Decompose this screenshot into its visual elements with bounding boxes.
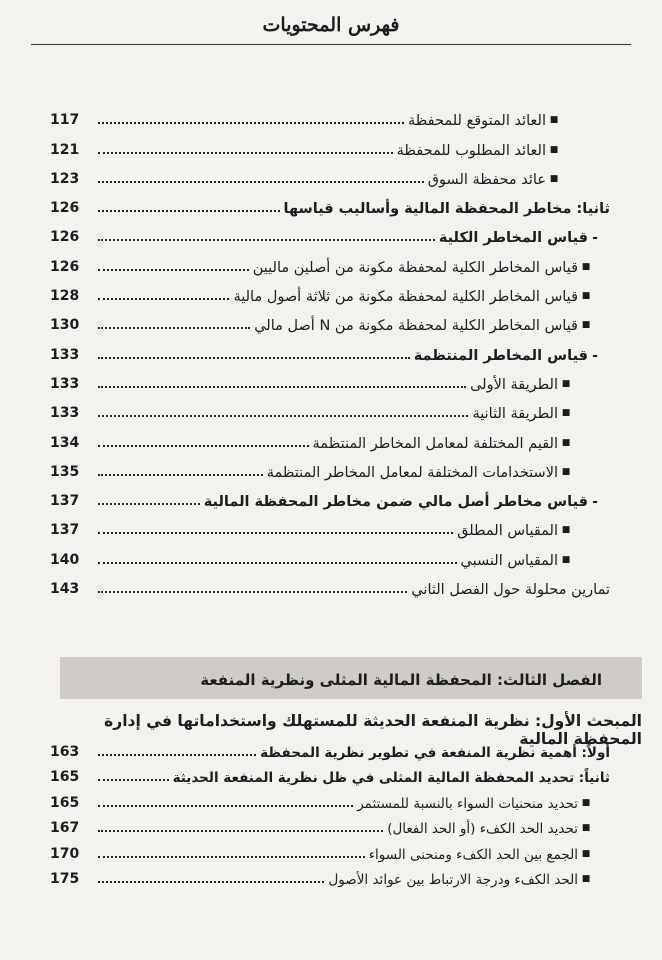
page-title: فهرس المحتويات — [262, 14, 400, 36]
toc-page-number: 133 — [50, 346, 80, 363]
toc-entry — [50, 840, 610, 866]
toc-page-number: 133 — [50, 405, 80, 422]
dot-leader — [98, 805, 353, 807]
toc-entry — [50, 249, 610, 278]
toc-page-number: 126 — [50, 229, 80, 246]
toc-page-number: 128 — [50, 288, 80, 305]
dot-leader — [98, 856, 365, 858]
square-bullet-icon: ■ — [549, 173, 559, 184]
page-header — [0, 14, 662, 45]
toc-entry — [50, 279, 610, 308]
header-rule — [31, 44, 631, 45]
toc-entry-label: المقياس النسبي — [460, 552, 558, 569]
toc-page-number: 126 — [50, 258, 80, 275]
toc-entry-label: العائد المتوقع للمحفظة — [407, 113, 546, 130]
toc-entry — [50, 513, 610, 542]
square-bullet-icon: ■ — [561, 466, 571, 477]
toc-entry-label: تحديد الحد الكفء (أو الحد الفعال) — [387, 821, 578, 837]
toc-entry — [50, 789, 610, 815]
dot-leader — [98, 269, 249, 271]
toc-entry — [50, 396, 610, 425]
dot-leader — [98, 779, 169, 781]
dot-leader — [98, 503, 200, 505]
toc-page-number: 163 — [50, 743, 80, 760]
toc-entry — [50, 738, 610, 764]
toc-page-number: 170 — [50, 845, 80, 862]
toc-entry — [50, 162, 610, 191]
toc-page-number: 137 — [50, 522, 80, 539]
dot-leader — [98, 181, 424, 183]
dot-leader — [98, 327, 250, 329]
chapter-banner — [60, 657, 642, 699]
dot-leader — [98, 881, 324, 883]
toc-entry-label: تمارين محلولة حول الفصل الثاني — [411, 582, 610, 599]
toc-entry — [50, 103, 610, 132]
toc-page-number: 135 — [50, 463, 80, 480]
dash-marker-icon: - — [592, 230, 598, 247]
toc-entry-label: العائد المطلوب للمحفظة — [396, 142, 546, 159]
toc-entry-label: أولاً: أهمية نظرية المنفعة في تطوير نظرية المحفظة — [260, 744, 610, 761]
dot-leader — [98, 210, 280, 212]
dot-leader — [98, 415, 468, 417]
dot-leader — [98, 830, 383, 832]
toc-entry-label: ثانياً: تحديد المحفظة المالية المثلى في ظل نظرية المنفعة الحديثة — [172, 770, 610, 786]
dash-marker-icon: - — [592, 347, 598, 364]
toc-page-number: 121 — [50, 141, 80, 158]
toc-entry-label: الحد الكفء ودرجة الارتباط بين عوائد الأصول — [328, 872, 578, 888]
table-of-contents-continued — [50, 738, 610, 891]
square-bullet-icon: ■ — [581, 291, 591, 302]
table-of-contents — [50, 103, 610, 601]
toc-entry-label: ثانيا: مخاطر المحفظة المالية وأساليب قياسها — [283, 201, 610, 218]
toc-entry — [50, 572, 610, 601]
toc-page-number: 130 — [50, 317, 80, 334]
dot-leader — [98, 239, 435, 241]
square-bullet-icon: ■ — [561, 408, 571, 419]
toc-entry-label: المقياس المطلق — [457, 523, 558, 540]
toc-entry — [50, 455, 610, 484]
toc-entry — [50, 308, 610, 337]
toc-entry-label: الطريقة الأولى — [470, 376, 558, 393]
toc-page-number: 165 — [50, 794, 80, 811]
dot-leader — [98, 532, 453, 534]
square-bullet-icon: ■ — [581, 320, 591, 331]
dot-leader — [98, 152, 393, 154]
toc-entry — [50, 191, 610, 220]
dot-leader — [98, 474, 263, 476]
toc-entry — [50, 220, 610, 249]
toc-page-number: 134 — [50, 434, 80, 451]
dot-leader — [98, 754, 256, 756]
toc-entry-label: قياس المخاطر الكلية لمحفظة مكونة من ثلاثة أصول مالية — [233, 289, 578, 306]
square-bullet-icon: ■ — [581, 261, 591, 272]
toc-entry — [50, 367, 610, 396]
toc-entry — [50, 764, 610, 790]
toc-entry-label: الطريقة الثانية — [472, 406, 558, 423]
toc-entry-label: عائد محفظة السوق — [427, 171, 546, 188]
dot-leader — [98, 357, 410, 359]
toc-entry-label: قياس المخاطر الكلية لمحفظة مكونة من أصلين ماليين — [252, 259, 578, 276]
square-bullet-icon: ■ — [581, 874, 591, 884]
dash-marker-icon: - — [592, 494, 598, 511]
toc-page-number: 133 — [50, 375, 80, 392]
toc-entry-label: القيم المختلفة لمعامل المخاطر المنتظمة — [312, 435, 558, 452]
toc-page-number: 167 — [50, 820, 80, 836]
toc-page-number: 140 — [50, 551, 80, 568]
square-bullet-icon: ■ — [549, 144, 559, 155]
toc-page-number: 143 — [50, 581, 80, 598]
dot-leader — [98, 386, 466, 388]
toc-page-number: 165 — [50, 769, 80, 785]
toc-entry-label: قياس المخاطر المنتظمة — [413, 347, 588, 364]
toc-page-number: 126 — [50, 200, 80, 217]
dot-leader — [98, 298, 229, 300]
toc-entry — [50, 542, 610, 571]
section-title: المبحث الأول: نظرية المنفعة الحديثة للمستهلك واستخداماتها في إدارة المحفظة المالية — [104, 712, 642, 748]
toc-entry-label: تحديد منحنيات السواء بالنسبة للمستثمر — [357, 795, 578, 812]
square-bullet-icon: ■ — [581, 848, 591, 859]
toc-entry — [50, 484, 610, 513]
square-bullet-icon: ■ — [549, 115, 559, 126]
square-bullet-icon: ■ — [561, 437, 571, 448]
dot-leader — [98, 591, 407, 593]
square-bullet-icon: ■ — [581, 823, 591, 833]
dot-leader — [98, 445, 309, 447]
toc-entry-label: قياس المخاطر الكلية — [438, 230, 588, 247]
square-bullet-icon: ■ — [581, 797, 591, 808]
square-bullet-icon: ■ — [561, 378, 571, 389]
toc-page-number: 175 — [50, 871, 80, 887]
toc-entry-label: قياس مخاطر أصل مالي ضمن مخاطر المحفظة المالية — [203, 494, 588, 511]
toc-entry — [50, 815, 610, 841]
dot-leader — [98, 122, 404, 124]
square-bullet-icon: ■ — [561, 554, 571, 565]
toc-entry-label: الجمع بين الحد الكفء ومنحنى السواء — [368, 846, 578, 863]
toc-entry — [50, 425, 610, 454]
toc-entry — [50, 337, 610, 366]
toc-entry-label: قياس المخاطر الكلية لمحفظة مكونة من N أصل مالي — [254, 318, 578, 335]
dot-leader — [98, 562, 457, 564]
toc-page-number: 123 — [50, 170, 80, 187]
toc-entry — [50, 866, 610, 892]
square-bullet-icon: ■ — [561, 525, 571, 536]
toc-page-number: 137 — [50, 493, 80, 510]
toc-entry-label: الاستخدامات المختلفة لمعامل المخاطر المنتظمة — [266, 464, 558, 481]
chapter-title: الفصل الثالث: المحفظة المالية المثلى ونظرية المنفعة — [200, 671, 602, 689]
toc-page-number: 117 — [50, 112, 80, 129]
toc-entry — [50, 132, 610, 161]
